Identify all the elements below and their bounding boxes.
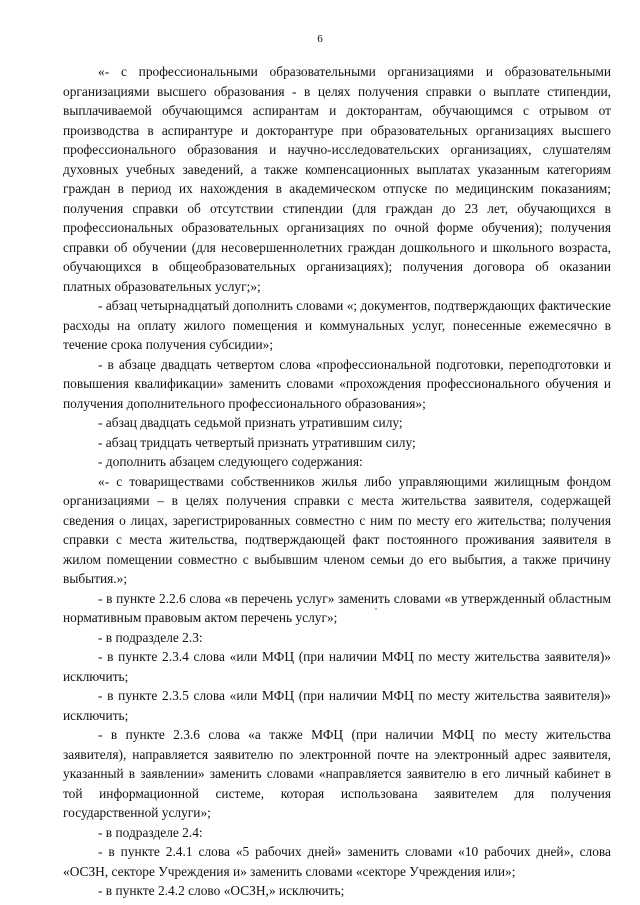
paragraph-2: - абзац четырнадцатый дополнить словами «; документов, подтверждающих фактические расходы на оплату жилого помещения и коммунальных услуг, понесенные ежемесячно в течение срока получения субсидии»; <box>63 298 611 352</box>
paragraph-10: - в пункте 2.3.4 слова «или МФЦ (при наличии МФЦ по месту жительства заявителя)» исключить; <box>63 649 611 684</box>
page-number: 6 <box>317 33 323 45</box>
paragraph-12: - в пункте 2.3.6 слова «а также МФЦ (при наличии МФЦ по месту жительства заявителя), направляется заявителю по электронной почте на электронный адрес заявителя, указанный в заявлении» заменить словами «направляется заявителю в его личный кабинет в той информационной системе, которая использована заявителем для получения государственной услуги»; <box>63 727 611 820</box>
paragraph-9: - в подразделе 2.3: <box>98 629 203 645</box>
paragraph-15: - в пункте 2.4.2 слово «ОСЗН,» исключить; <box>98 883 345 898</box>
paragraph-5: - абзац тридцать четвертый признать утратившим силу; <box>98 434 416 450</box>
paragraph-13: - в подразделе 2.4: <box>98 824 203 840</box>
paragraph-1: «- с профессиональными образовательными организациями и образовательными организациями высшего образования - в целях получения справки о выплате стипендии, выплачиваемой обучающимся аспирантам и докторантам, обучающимся с отрывом от производства в аспирантуре и докторантуре при образовательных организациях высшего профессионального образования и научно-исследовательских организациях, слушателям духовных учебных заведений, а также компенсационных выплатах указанным категориям граждан в период их нахождения в академическом отпуске по медицинским показаниям; получения справки об отсутствии стипендии (для граждан до 23 лет, обучающихся в профессиональных образовательных организациях по очной форме обучения); получения справки об обучении (для несовершеннолетних граждан дошкольного и школьного возраста, обучающихся в общеобразовательных организациях); получения договора об оказании платных образовательных услуг;»; <box>63 64 611 294</box>
paragraph-14: - в пункте 2.4.1 слова «5 рабочих дней» заменить словами «10 рабочих дней», слова «ОСЗН, секторе Учреждения и» заменить словами «секторе Учреждения или»; <box>63 844 611 879</box>
paragraph-6: - дополнить абзацем следующего содержания: <box>98 454 363 469</box>
paragraph-3: - в абзаце двадцать четвертом слова «профессиональной подготовки, переподготовки и повышения квалификации» заменить словами «прохождения профессионального обучения и получения дополнительного профессионального образования»; <box>63 356 611 411</box>
paragraph-7: «- с товариществами собственников жилья либо управляющими жилищным фондом организациями – в целях получения справки с места жительства заявителя, содержащей сведения о лицах, зарегистрированных совместно с ним по месту его жительства; получения справки с места жительства, подтверждающей факт постоянного проживания заявителя в жилом помещении совместно с выбывшим членом семьи до его выбытия, а также причину выбытия.»; <box>63 473 611 586</box>
document-body <box>63 62 611 901</box>
paragraph-4: - абзац двадцать седьмой признать утратившим силу; <box>98 415 403 430</box>
paragraph-11: - в пункте 2.3.5 слова «или МФЦ (при наличии МФЦ по месту жительства заявителя)» исключить; <box>63 688 611 723</box>
scan-speck <box>375 608 377 610</box>
paragraph-8: - в пункте 2.2.6 слова «в перечень услуг» заменить словами «в утвержденный областным нормативным правовым актом перечень услуг»; <box>63 590 611 625</box>
